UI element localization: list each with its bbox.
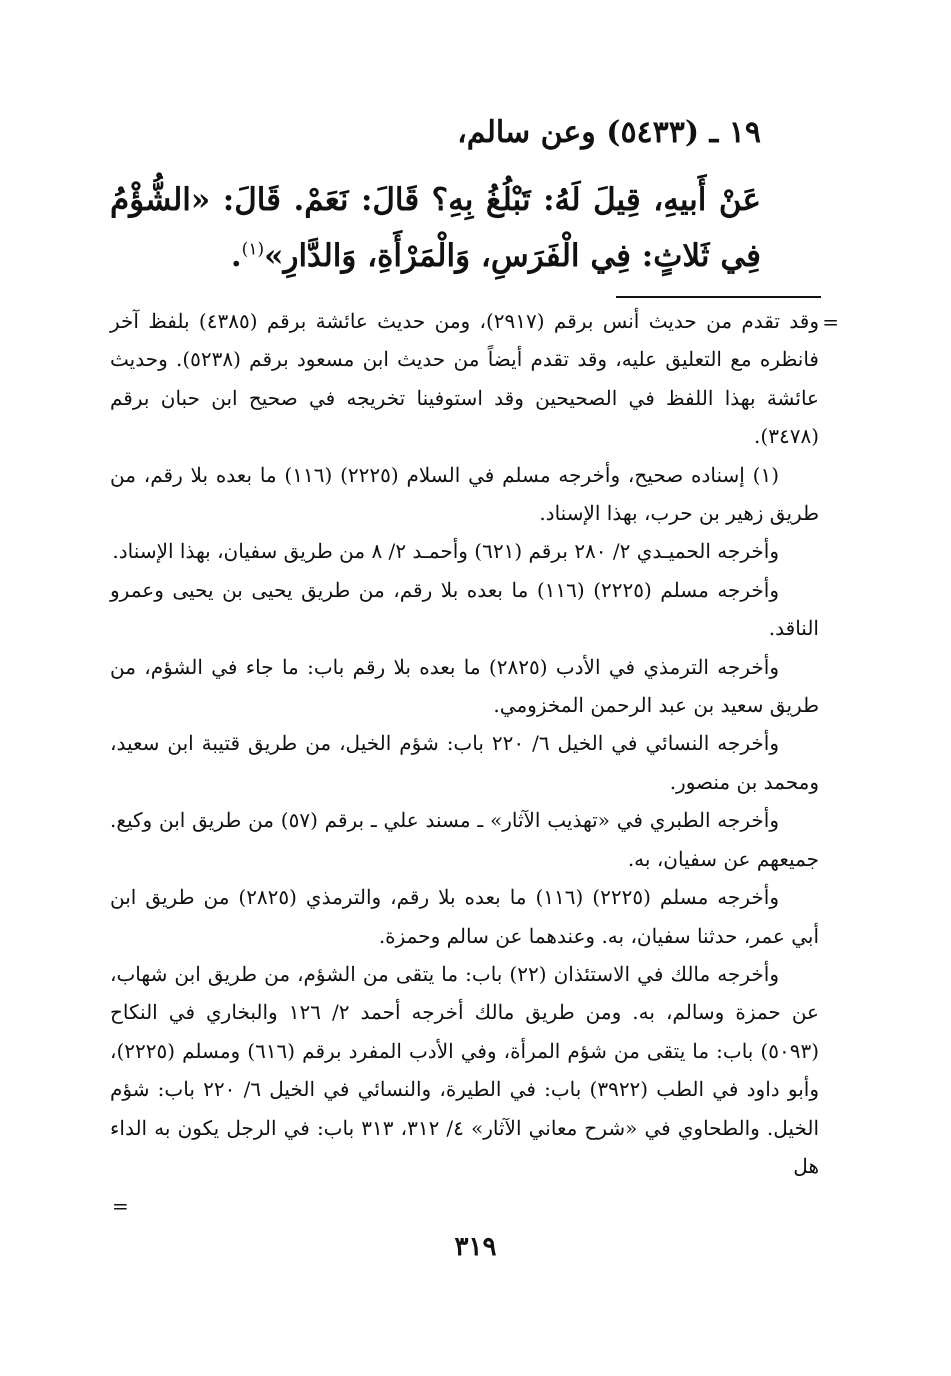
- page-number: ٣١٩: [454, 1232, 497, 1262]
- footnote-continuation: وقد تقدم من حديث أنس برقم (٢٩١٧)، ومن حديث عائشة برقم (٤٣٨٥) بلفظ آخر فانظره مع التعليق عليه، وقد تقدم أيضاً من حديث ابن مسعود برقم (٥٢٣٨). وحديث عائشة بهذا اللفظ في الصحيحين وقد استوفينا تخريجه في صحيح ابن حبان برقم (٣٤٧٨).: [110, 309, 820, 449]
- hadith-end: .: [230, 238, 242, 274]
- footnote-paragraph: وأخرجه الطبري في «تهذيب الآثار» ـ مسند علي ـ برقم (٥٧) من طريق ابن وكيع. جميعهم عن سفيان، به.: [110, 808, 819, 871]
- footnote-separator: [616, 296, 821, 298]
- footnote-paragraph: وأخرجه الترمذي في الأدب (٢٨٢٥) ما بعده بلا رقم باب: ما جاء في الشؤم، من طريق سعيد بن عبد الرحمن المخزومي.: [110, 654, 819, 718]
- footnote-reference[interactable]: (١): [241, 239, 265, 260]
- footnote-paragraph: وأخرجه مسلم (٢٢٢٥) (١١٦) ما بعده بلا رقم، من طريق يحيى بن يحيى وعمرو الناقد.: [110, 577, 819, 641]
- footnote-paragraph: وأخرجه النسائي في الخيل ٦/ ٢٢٠ باب: شؤم الخيل، من طريق قتيبة ابن سعيد، ومحمد بن منصور.: [110, 731, 819, 794]
- footnote-1: (١) إسناده صحيح، وأخرجه مسلم في السلام (٢٢٢٥) (١١٦) ما بعده بلا رقم، من طريق زهير بن حرب، بهذا الإسناد.: [110, 462, 819, 526]
- footnotes: [110, 302, 819, 1185]
- continuation-marker-top: =: [822, 310, 839, 334]
- hadith-text: [110, 172, 761, 284]
- footnote-paragraph: وأخرجه مسلم (٢٢٢٥) (١١٦) ما بعده بلا رقم، والترمذي (٢٨٢٥) من طريق ابن أبي عمر، حدثنا سفيان، به. وعندهما عن سالم وحمزة.: [110, 885, 819, 948]
- footnote-paragraph: وأخرجه مالك في الاستئذان (٢٢) باب: ما يتقى من الشؤم، من طريق ابن شهاب، عن حمزة وسالم، به. ومن طريق مالك أخرجه أحمد ٢/ ١٢٦ والبخاري في النكاح (٥٠٩٣) باب: ما يتقى من شؤم المرأة، وفي الأدب المفرد برقم (٦١٦) ومسلم (٢٢٢٥)، وأبو داود في الطب (٣٩٢٢) باب: في الطيرة، والنسائي في الخيل ٦/ ٢٢٠ باب: شؤم الخيل. والطحاوي في «شرح معاني الآثار» ٤/ ٣١٢، ٣١٣ باب: في الرجل يكون به الداء هل: [110, 961, 820, 1178]
- hadith-heading: ١٩ ـ (٥٤٣٣) وعن سالم،: [457, 115, 761, 150]
- hadith-body: عَنْ أَبيهِ، قِيلَ لَهُ: تَبْلُغُ بِهِ؟ قَالَ: نَعَمْ. قَالَ: «الشُّؤْمُ فِي ثَلاثٍ: فِي الْفَرَسِ، وَالْمَرْأَةِ، وَالدَّارِ»: [110, 182, 761, 274]
- footnote-paragraph: وأخرجه الحميـدي ٢/ ٢٨٠ برقم (٦٢١) وأحمـد ٢/ ٨ من طريق سفيان، بهذا الإسناد.: [112, 539, 779, 564]
- continuation-marker-bottom: =: [112, 1194, 129, 1218]
